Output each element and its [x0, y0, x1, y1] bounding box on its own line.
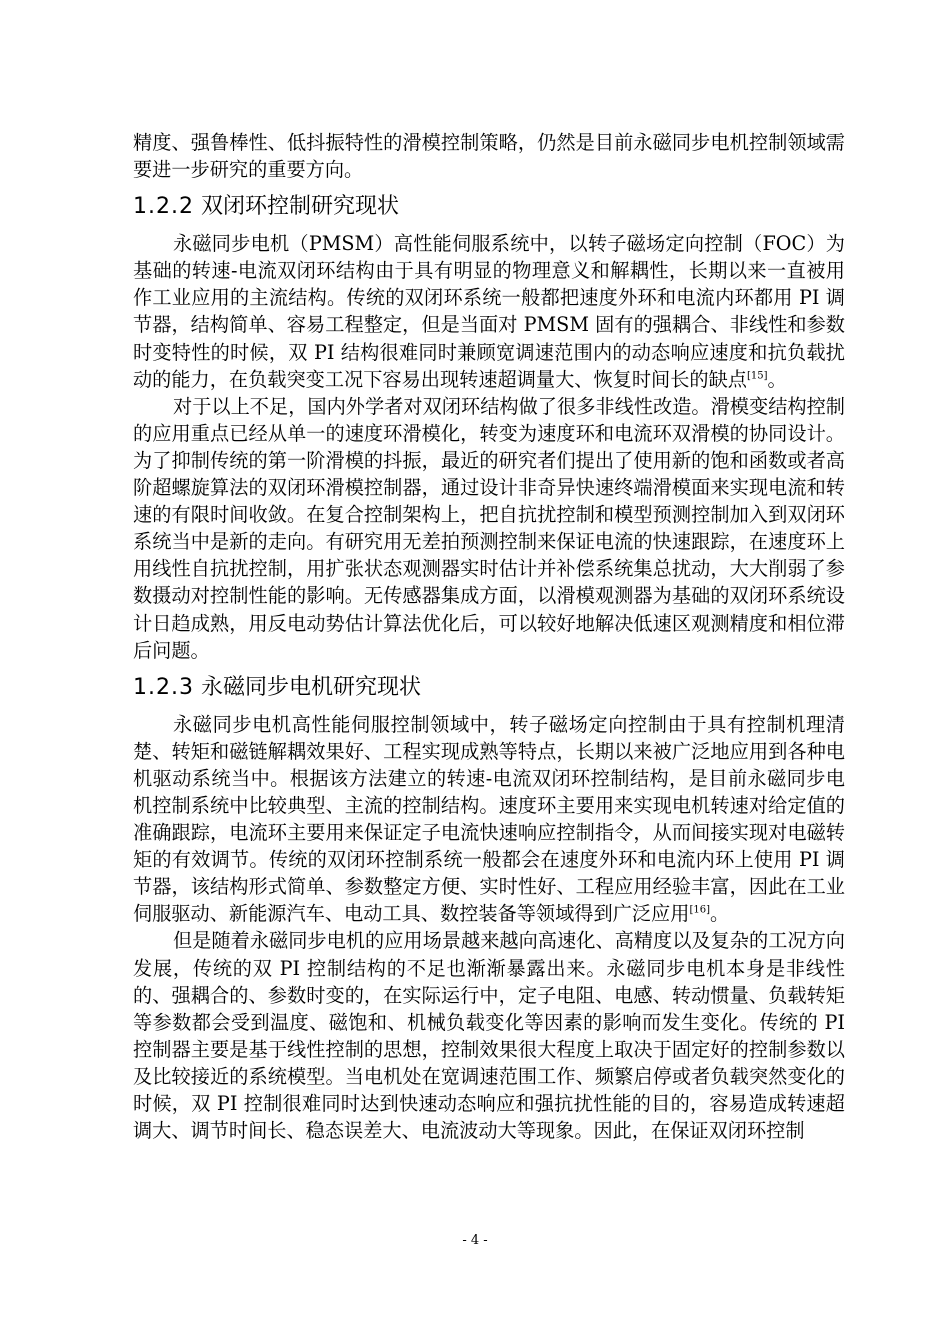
- paragraph-pmsm-double-loop: [133, 230, 845, 393]
- paragraph-pi-limitations: 但是随着永磁同步电机的应用场景越来越向高速化、高精度以及复杂的工况方向发展，传统的双 PI 控制结构的不足也渐渐暴露出来。永磁同步电机本身是非线性的、强耦合的、参数时变的，在实际运行中，定子电阻、电感、转动惯量、负载转矩等参数都会受到温度、磁饱和、机械负载变化等因素的影响而发生变化。传统的 PI 控制器主要是基于线性控制的思想，控制效果很大程度上取决于固定好的控制参数以及比较接近的系统模型。当电机处在宽调速范围工作、频繁启停或者负载突然变化的时候，双 PI 控制很难同时达到快速动态响应和强抗扰性能的目的，容易造成转速超调大、调节时间长、稳态误差大、电流波动大等现象。因此，在保证双闭环控制: [133, 929, 845, 1143]
- citation-ref-15: [15]: [747, 370, 768, 382]
- paragraph-foc-overview: [133, 711, 845, 928]
- paragraph-text: 永磁同步电机（PMSM）高性能伺服系统中，以转子磁场定向控制（FOC）为基础的转速-电流双闭环结构由于具有明显的物理意义和解耦性，长期以来一直被用作工业应用的主流结构。传统的双闭环系统一般都把速度外环和电流内环都用 PI 调节器，结构简单、容易工程整定，但是当面对 PMSM 固有的强耦合、非线性和参数时变特性的时候，双 PI 结构很难同时兼顾宽调速范围内的动态响应速度和抗负载扰动的能力，在负载突变工况下容易出现转速超调量大、恢复时间长的缺点: [133, 232, 845, 391]
- citation-ref-16: [16]: [689, 904, 710, 916]
- paragraph-end-punct: 。: [709, 902, 730, 926]
- section-title: 双闭环控制研究现状: [200, 194, 399, 220]
- section-title: 永磁同步电机研究现状: [200, 674, 421, 700]
- section-heading-1-2-3: [133, 672, 845, 704]
- section-number: 1.2.2: [133, 194, 194, 220]
- paragraph-end-punct: 。: [767, 367, 787, 391]
- page-number: - 4 -: [462, 1233, 488, 1248]
- paragraph-continuation: 精度、强鲁棒性、低抖振特性的滑模控制策略，仍然是目前永磁同步电机控制领域需要进一步研究的重要方向。: [133, 131, 845, 182]
- paragraph-text: 永磁同步电机高性能伺服控制领域中，转子磁场定向控制由于具有控制机理清楚、转矩和磁链解耦效果好、工程实现成熟等特点，长期以来被广泛地应用到各种电机驱动系统当中。根据该方法建立的转速-电流双闭环控制结构，是目前永磁同步电机控制系统中比较典型、主流的控制结构。速度环主要用来实现电机转速对给定值的准确跟踪，电流环主要用来保证定子电流快速响应控制指令，从而间接实现对电磁转矩的有效调节。传统的双闭环控制系统一般都会在速度外环和电流内环上使用 PI 调节器，该结构形式简单、参数整定方便、实时性好、工程应用经验丰富，因此在工业伺服驱动、新能源汽车、电动工具、数控装备等领域得到广泛应用: [133, 712, 845, 926]
- page-body: [133, 129, 845, 1144]
- section-number: 1.2.3: [133, 674, 194, 700]
- section-heading-1-2-2: [133, 191, 845, 223]
- paragraph-nonlinear-improvements: 对于以上不足，国内外学者对双闭环结构做了很多非线性改造。滑模变结构控制的应用重点已经从单一的速度环滑模化，转变为速度环和电流环双滑模的协同设计。为了抑制传统的第一阶滑模的抖振，最近的研究者们提出了使用新的饱和函数或者高阶超螺旋算法的双闭环滑模控制器，通过设计非奇异快速终端滑模面来实现电流和转速的有限时间收敛。在复合控制架构上，把自抗扰控制和模型预测控制加入到双闭环系统当中是新的走向。有研究用无差拍预测控制来保证电流的快速跟踪，在速度环上用线性自抗扰控制，用扩张状态观测器实时估计并补偿系统集总扰动，大大削弱了参数摄动对控制性能的影响。无传感器集成方面，以滑模观测器为基础的双闭环系统设计日趋成熟，用反电动势估计算法优化后，可以较好地解决低速区观测精度和相位滞后问题。: [133, 394, 845, 662]
